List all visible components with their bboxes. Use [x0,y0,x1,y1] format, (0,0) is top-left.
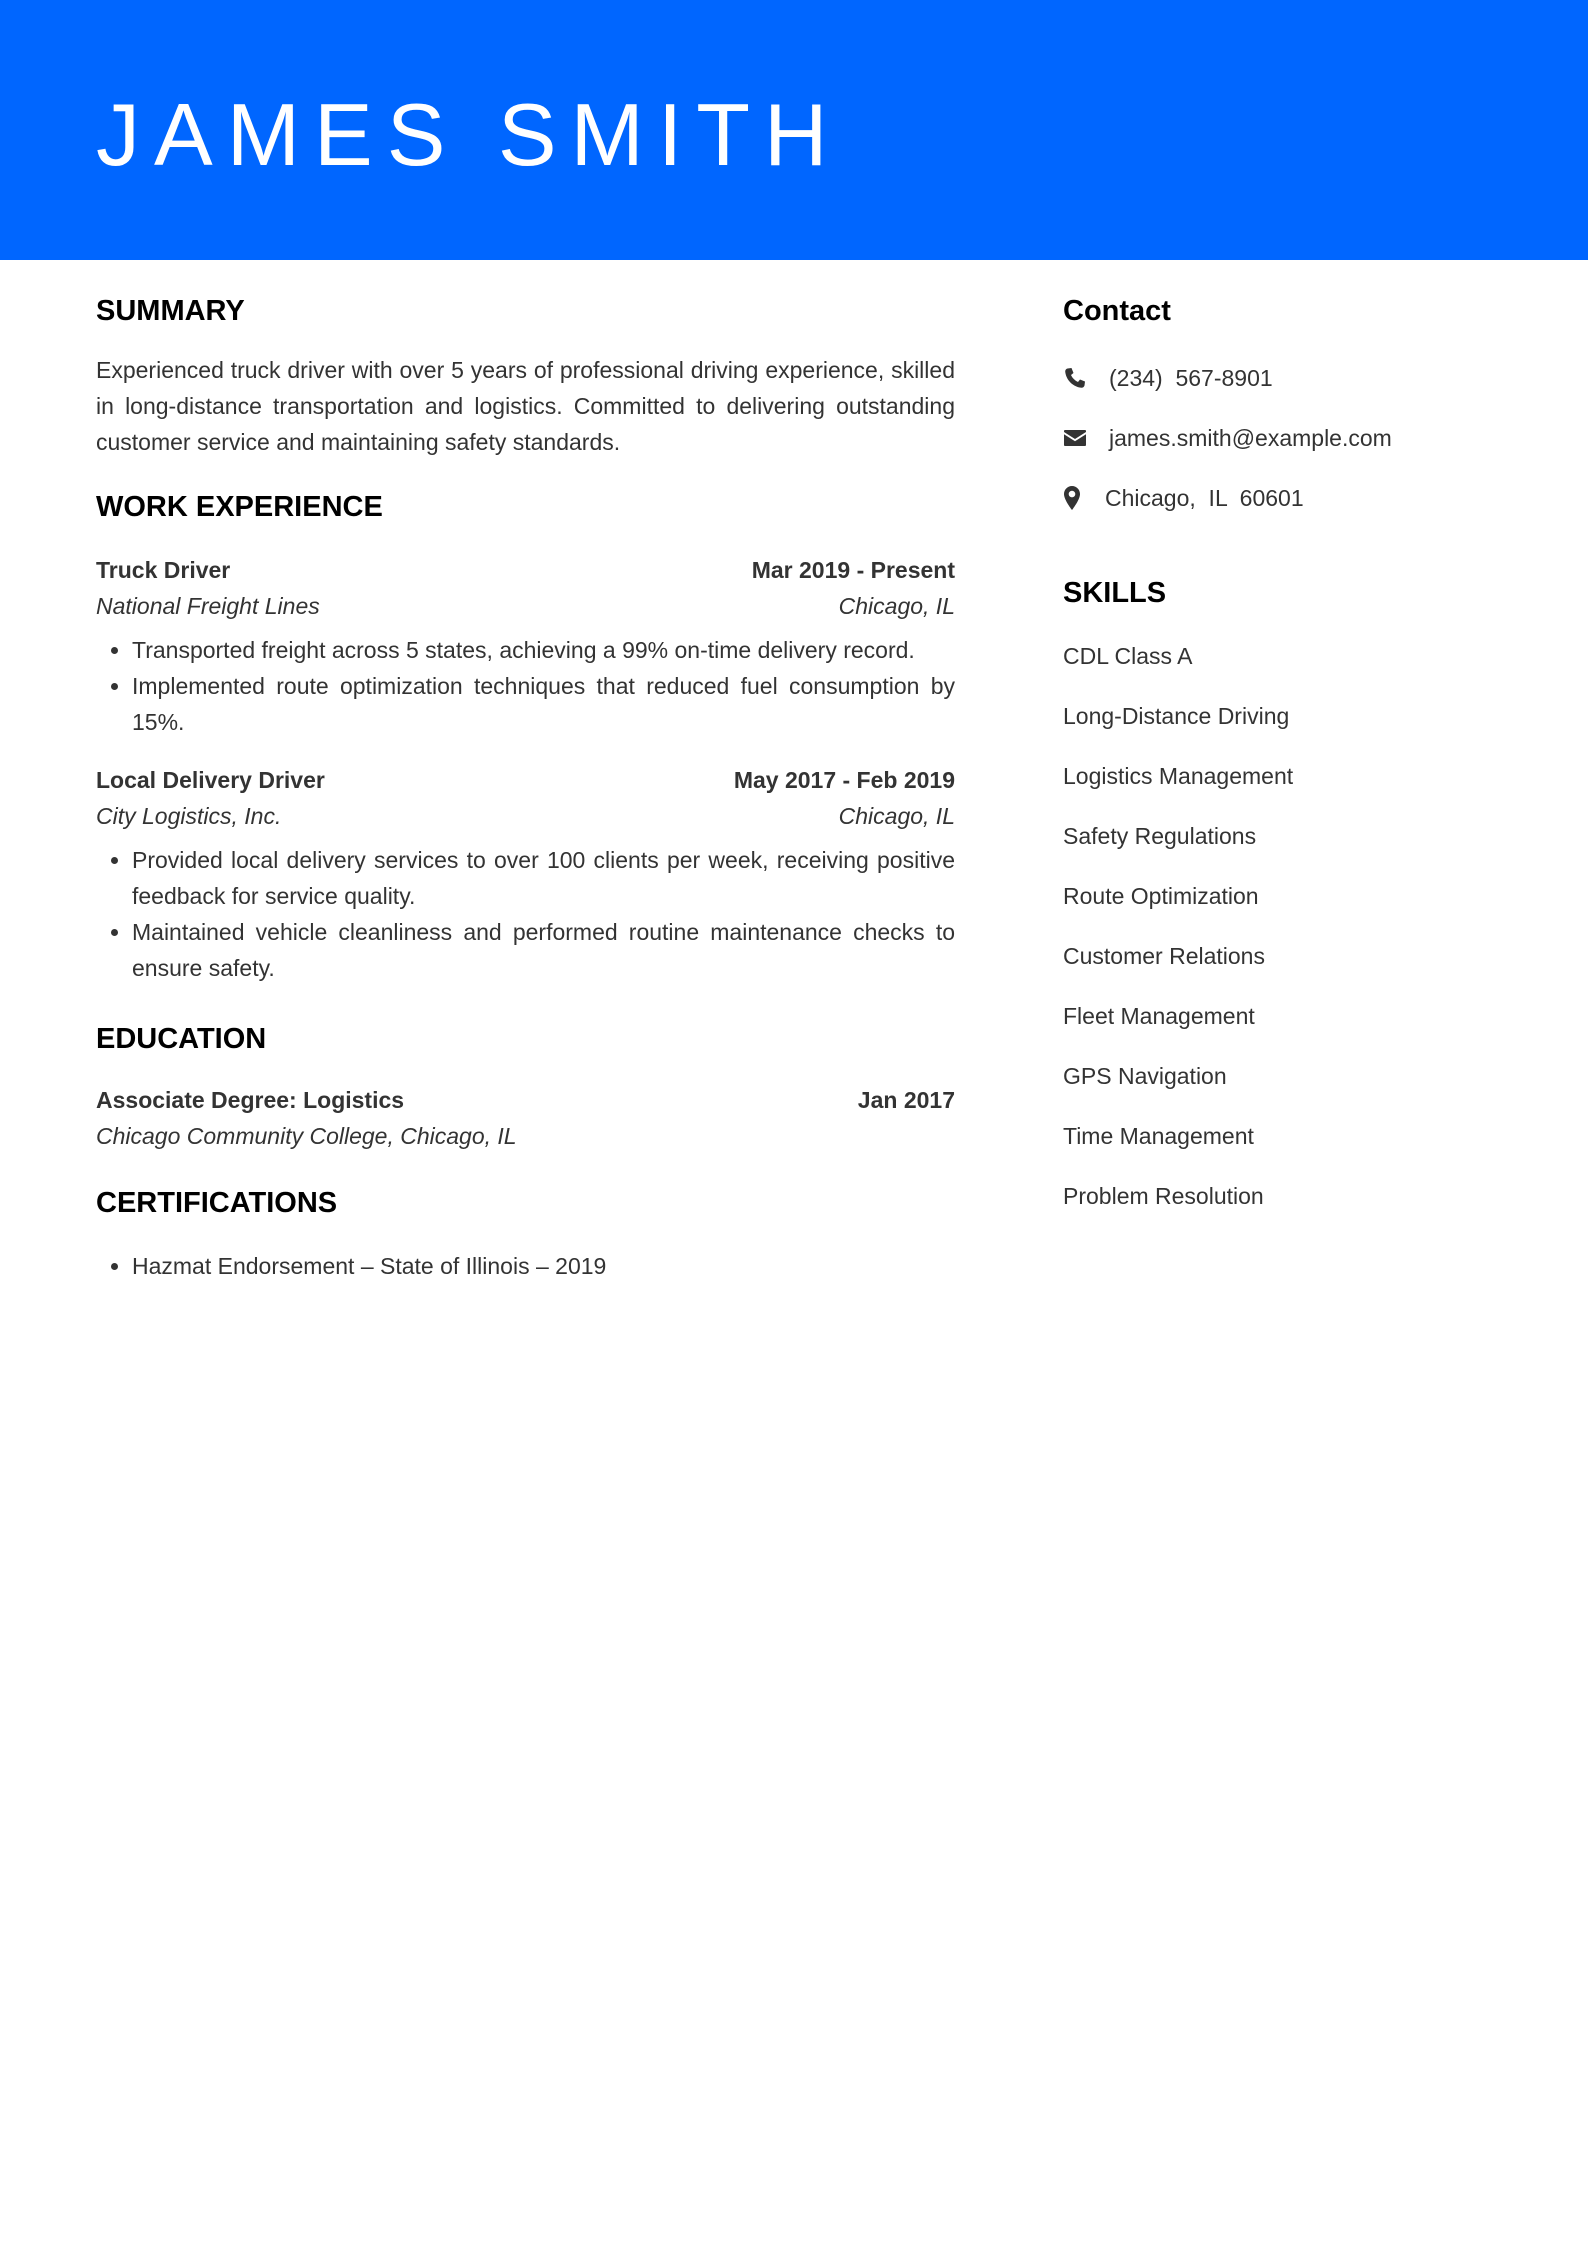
skill-item: Safety Regulations [1063,823,1257,849]
contact-location-text: Chicago, IL 60601 [1105,485,1304,511]
skill-item: Customer Relations [1063,943,1265,969]
contact-phone-text: (234) 567-8901 [1109,365,1273,391]
education-section [96,1018,955,1154]
job-company: City Logistics, Inc. [96,803,282,829]
job-location: Chicago, IL [838,803,955,829]
job-location: Chicago, IL [838,593,955,619]
job-bullet: • Implemented route optimization techniques that reduced fuel consumption by 15%. [132,668,955,740]
job-company: National Freight Lines [96,593,320,619]
skill-item: Fleet Management [1063,1003,1255,1029]
contact-email[interactable] [1063,420,1523,456]
contact-location [1063,480,1523,516]
job-bullet: • Provided local delivery services to over 100 clients per week, receiving positive feedback for service quality. [132,842,955,914]
education-degree: Associate Degree: Logistics [96,1087,405,1113]
job-role: Truck Driver [96,557,231,583]
envelope-icon [1063,426,1087,450]
summary-section [96,290,955,460]
certification-item: • Hazmat Endorsement – State of Illinois – 2019 [132,1248,955,1284]
skill-item: Time Management [1063,1123,1254,1149]
certifications-section [96,1182,955,1284]
job-entry [96,762,955,986]
education-date: Jan 2017 [857,1087,955,1113]
education-school: Chicago Community College, Chicago, IL [96,1123,517,1149]
job-entry [96,552,955,740]
candidate-name: JAMES SMITH [96,85,842,184]
job-role: Local Delivery Driver [96,767,325,793]
map-marker-icon [1063,486,1081,510]
skill-item: CDL Class A [1063,643,1193,669]
skill-item: Logistics Management [1063,763,1294,789]
contact-title: Contact [1063,295,1171,327]
phone-icon [1063,366,1087,390]
skills-list [1063,638,1523,1214]
summary-title: SUMMARY [96,295,245,327]
contact-email-text: james.smith@example.com [1109,425,1392,451]
job-bullets [96,842,955,986]
skills-title: SKILLS [1063,577,1167,609]
experience-section [96,486,955,986]
education-title: EDUCATION [96,1023,267,1055]
job-bullet: • Transported freight across 5 states, achieving a 99% on-time delivery record. [132,632,955,668]
header-banner [0,0,1588,260]
side-column [1063,290,1523,1238]
skill-item: Long-Distance Driving [1063,703,1290,729]
job-dates: Mar 2019 - Present [751,557,955,583]
job-bullets [96,632,955,740]
contact-phone[interactable] [1063,360,1523,396]
job-bullet: • Maintained vehicle cleanliness and performed routine maintenance checks to ensure safety. [132,914,955,986]
certifications-title: CERTIFICATIONS [96,1187,338,1219]
skill-item: Route Optimization [1063,883,1259,909]
contact-section [1063,290,1523,516]
summary-text: Experienced truck driver with over 5 years of professional driving experience, skilled in long-distance transportation and logistics. Committed to delivering outstanding customer service and maintaining safety standards. [96,357,955,455]
experience-title: WORK EXPERIENCE [96,491,383,523]
skills-section [1063,572,1523,1214]
certifications-list [96,1248,955,1284]
job-dates: May 2017 - Feb 2019 [733,767,955,793]
skill-item: GPS Navigation [1063,1063,1227,1089]
main-column [96,290,955,1284]
skill-item: Problem Resolution [1063,1183,1264,1209]
